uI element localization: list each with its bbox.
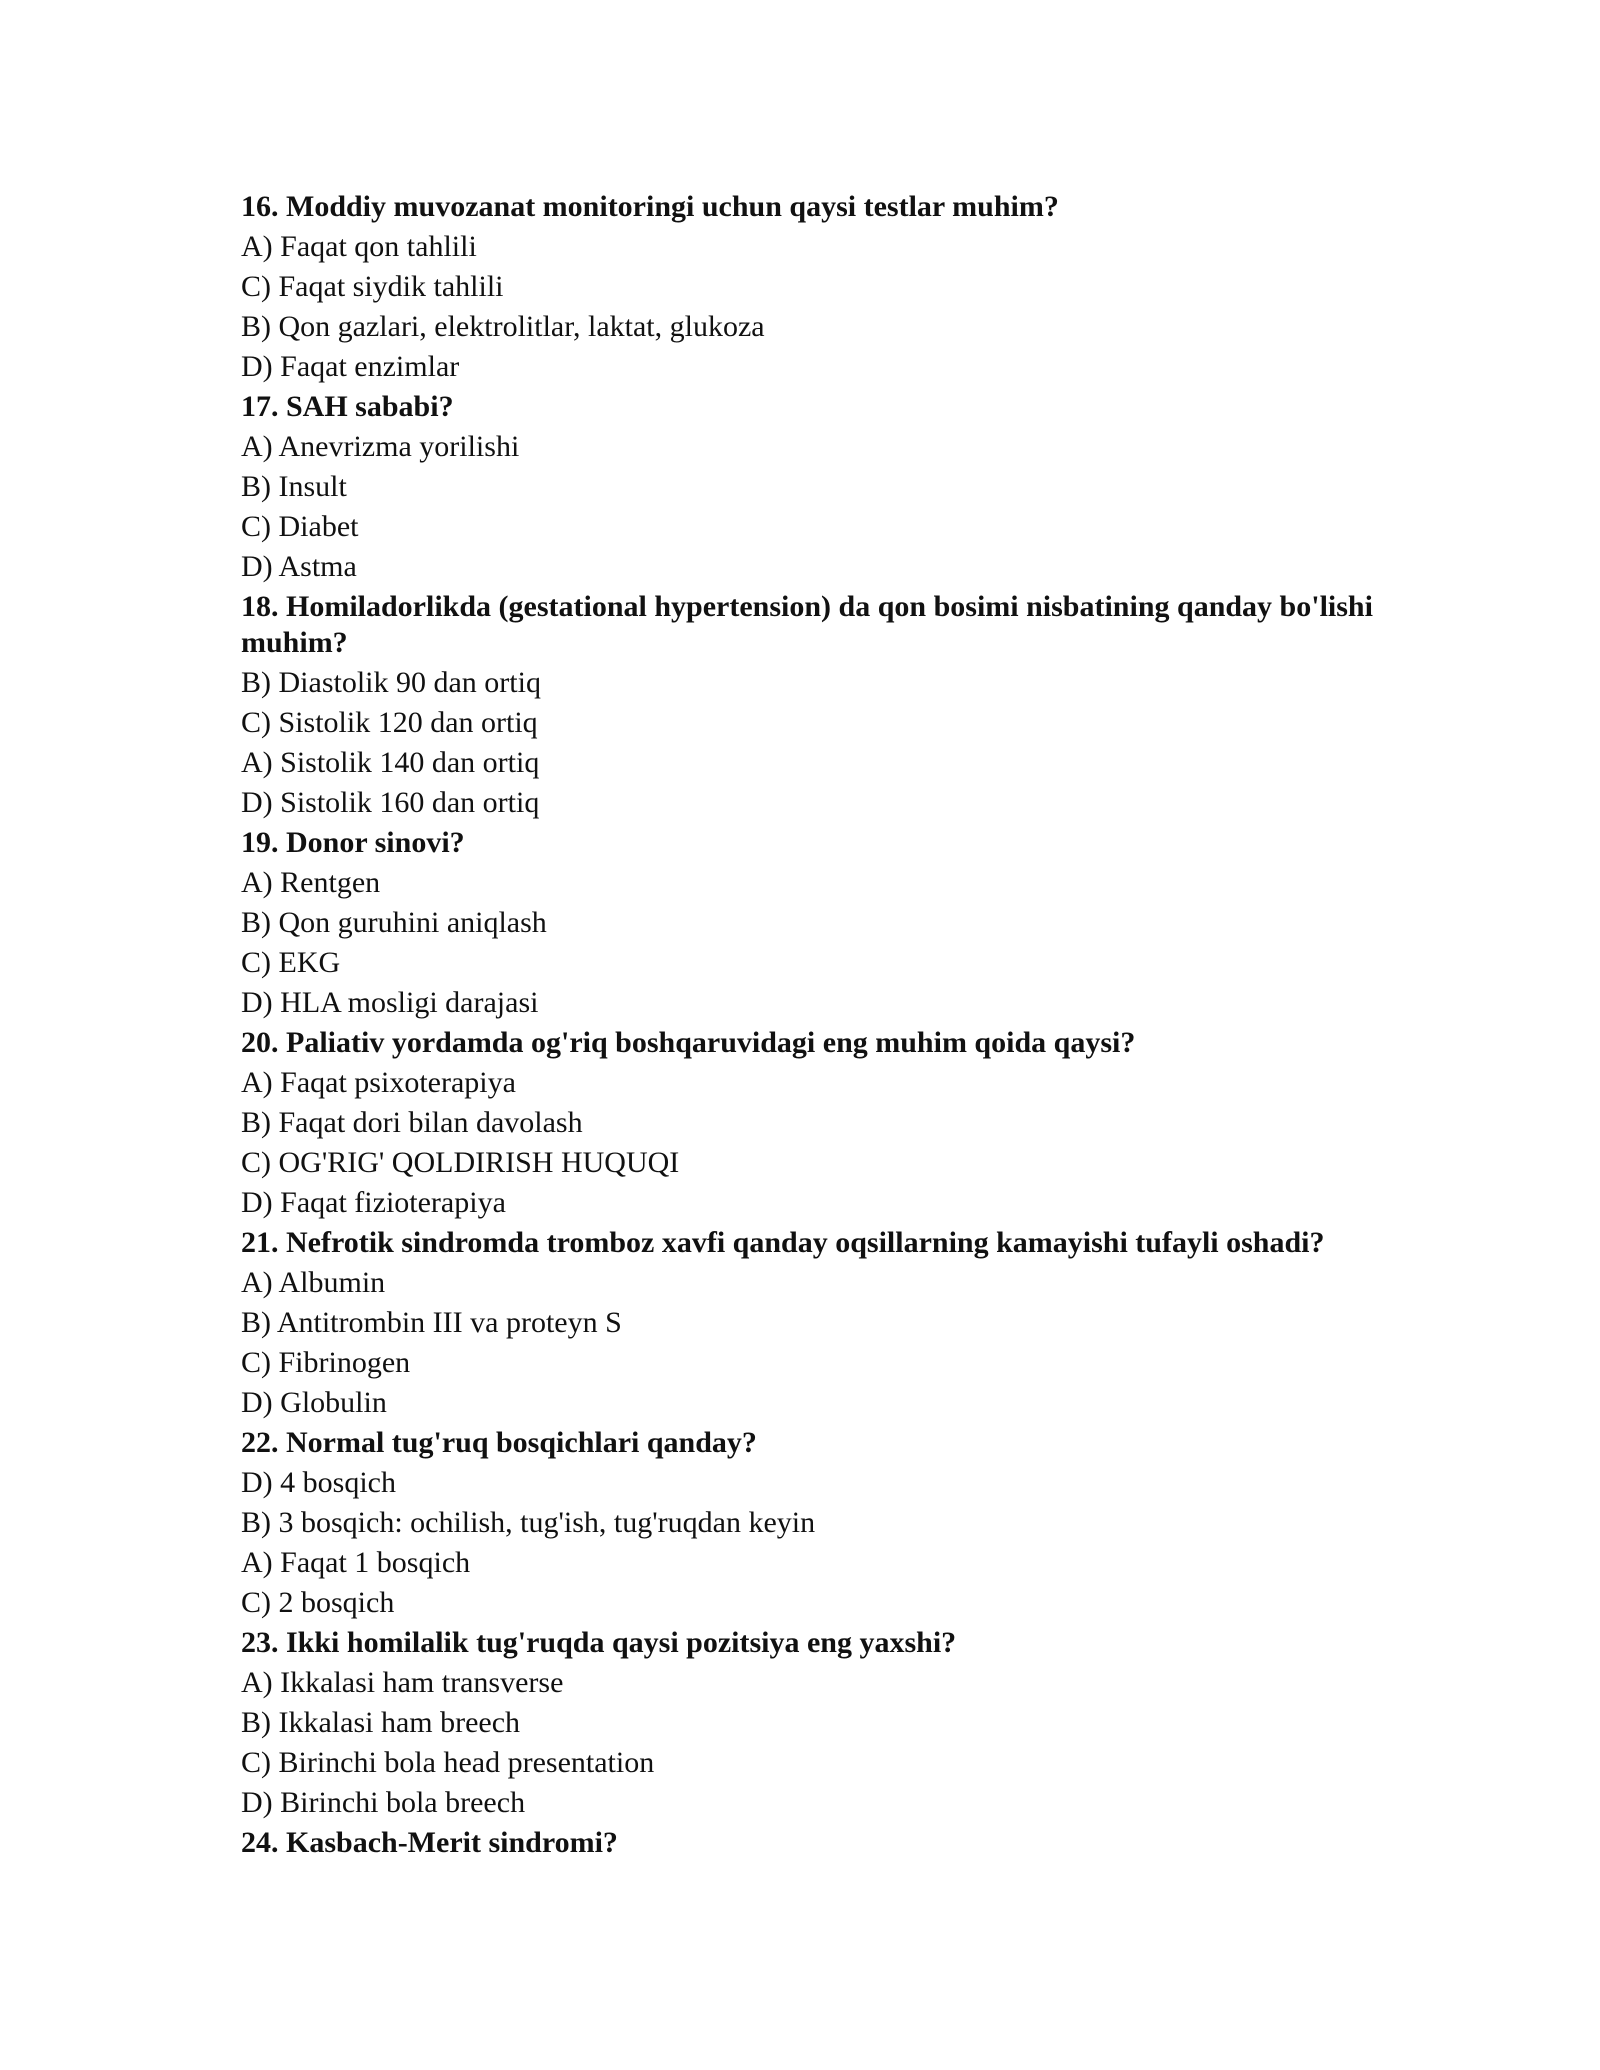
- question-block: [241, 1823, 1401, 1863]
- answer-option: D) Faqat fizioterapiya: [241, 1186, 506, 1219]
- question-text: 22. Normal tug'ruq bosqichlari qanday?: [241, 1426, 757, 1459]
- answer-option: C) Birinchi bola head presentation: [241, 1746, 655, 1779]
- question-block: [241, 823, 1401, 1023]
- answer-option: C) Fibrinogen: [241, 1346, 411, 1379]
- question-text: 16. Moddiy muvozanat monitoringi uchun qaysi testlar muhim?: [241, 190, 1059, 223]
- question-block: [241, 387, 1401, 587]
- answer-option: A) Sistolik 140 dan ortiq: [241, 746, 540, 779]
- answer-option: D) HLA mosligi darajasi: [241, 986, 539, 1019]
- question-block: [241, 1623, 1401, 1823]
- answer-option: C) 2 bosqich: [241, 1586, 395, 1619]
- answer-option: C) Sistolik 120 dan ortiq: [241, 706, 538, 739]
- question-block: [241, 1023, 1401, 1223]
- answer-option: A) Ikkalasi ham transverse: [241, 1666, 564, 1699]
- question-text: 17. SAH sababi?: [241, 390, 454, 423]
- answer-option: B) 3 bosqich: ochilish, tug'ish, tug'ruqdan keyin: [241, 1506, 816, 1539]
- answer-option: D) Birinchi bola breech: [241, 1786, 526, 1819]
- answer-option: D) Faqat enzimlar: [241, 350, 460, 383]
- answer-option: A) Faqat 1 bosqich: [241, 1546, 471, 1579]
- question-text: 20. Paliativ yordamda og'riq boshqaruvidagi eng muhim qoida qaysi?: [241, 1026, 1136, 1059]
- question-text: 24. Kasbach-Merit sindromi?: [241, 1826, 618, 1859]
- answer-option: A) Albumin: [241, 1266, 386, 1299]
- question-text: 18. Homiladorlikda (gestational hypertension) da qon bosimi nisbatining qanday bo'lishi muhim?: [241, 590, 1373, 659]
- answer-option: A) Anevrizma yorilishi: [241, 430, 520, 463]
- question-block: [241, 1423, 1401, 1623]
- answer-option: B) Antitrombin III va proteyn S: [241, 1306, 622, 1339]
- answer-option: B) Faqat dori bilan davolash: [241, 1106, 583, 1139]
- answer-option: B) Insult: [241, 470, 347, 503]
- question-text: 19. Donor sinovi?: [241, 826, 465, 859]
- answer-option: C) Diabet: [241, 510, 359, 543]
- answer-option: C) Faqat siydik tahlili: [241, 270, 504, 303]
- answer-option: B) Qon guruhini aniqlash: [241, 906, 547, 939]
- answer-option: B) Ikkalasi ham breech: [241, 1706, 521, 1739]
- answer-option: A) Rentgen: [241, 866, 381, 899]
- answer-option: D) Astma: [241, 550, 357, 583]
- question-block: [241, 1223, 1401, 1423]
- answer-option: D) 4 bosqich: [241, 1466, 396, 1499]
- answer-option: B) Diastolik 90 dan ortiq: [241, 666, 541, 699]
- answer-option: C) EKG: [241, 946, 341, 979]
- question-text: 23. Ikki homilalik tug'ruqda qaysi pozitsiya eng yaxshi?: [241, 1626, 957, 1659]
- answer-option: C) OG'RIG' QOLDIRISH HUQUQI: [241, 1146, 680, 1179]
- answer-option: B) Qon gazlari, elektrolitlar, laktat, glukoza: [241, 310, 765, 343]
- answer-option: D) Globulin: [241, 1386, 387, 1419]
- answer-option: D) Sistolik 160 dan ortiq: [241, 786, 540, 819]
- question-list: [241, 187, 1401, 1863]
- answer-option: A) Faqat qon tahlili: [241, 230, 477, 263]
- question-text: 21. Nefrotik sindromda tromboz xavfi qanday oqsillarning kamayishi tufayli oshadi?: [241, 1226, 1325, 1259]
- question-block: [241, 587, 1401, 823]
- answer-option: A) Faqat psixoterapiya: [241, 1066, 516, 1099]
- question-block: [241, 187, 1401, 387]
